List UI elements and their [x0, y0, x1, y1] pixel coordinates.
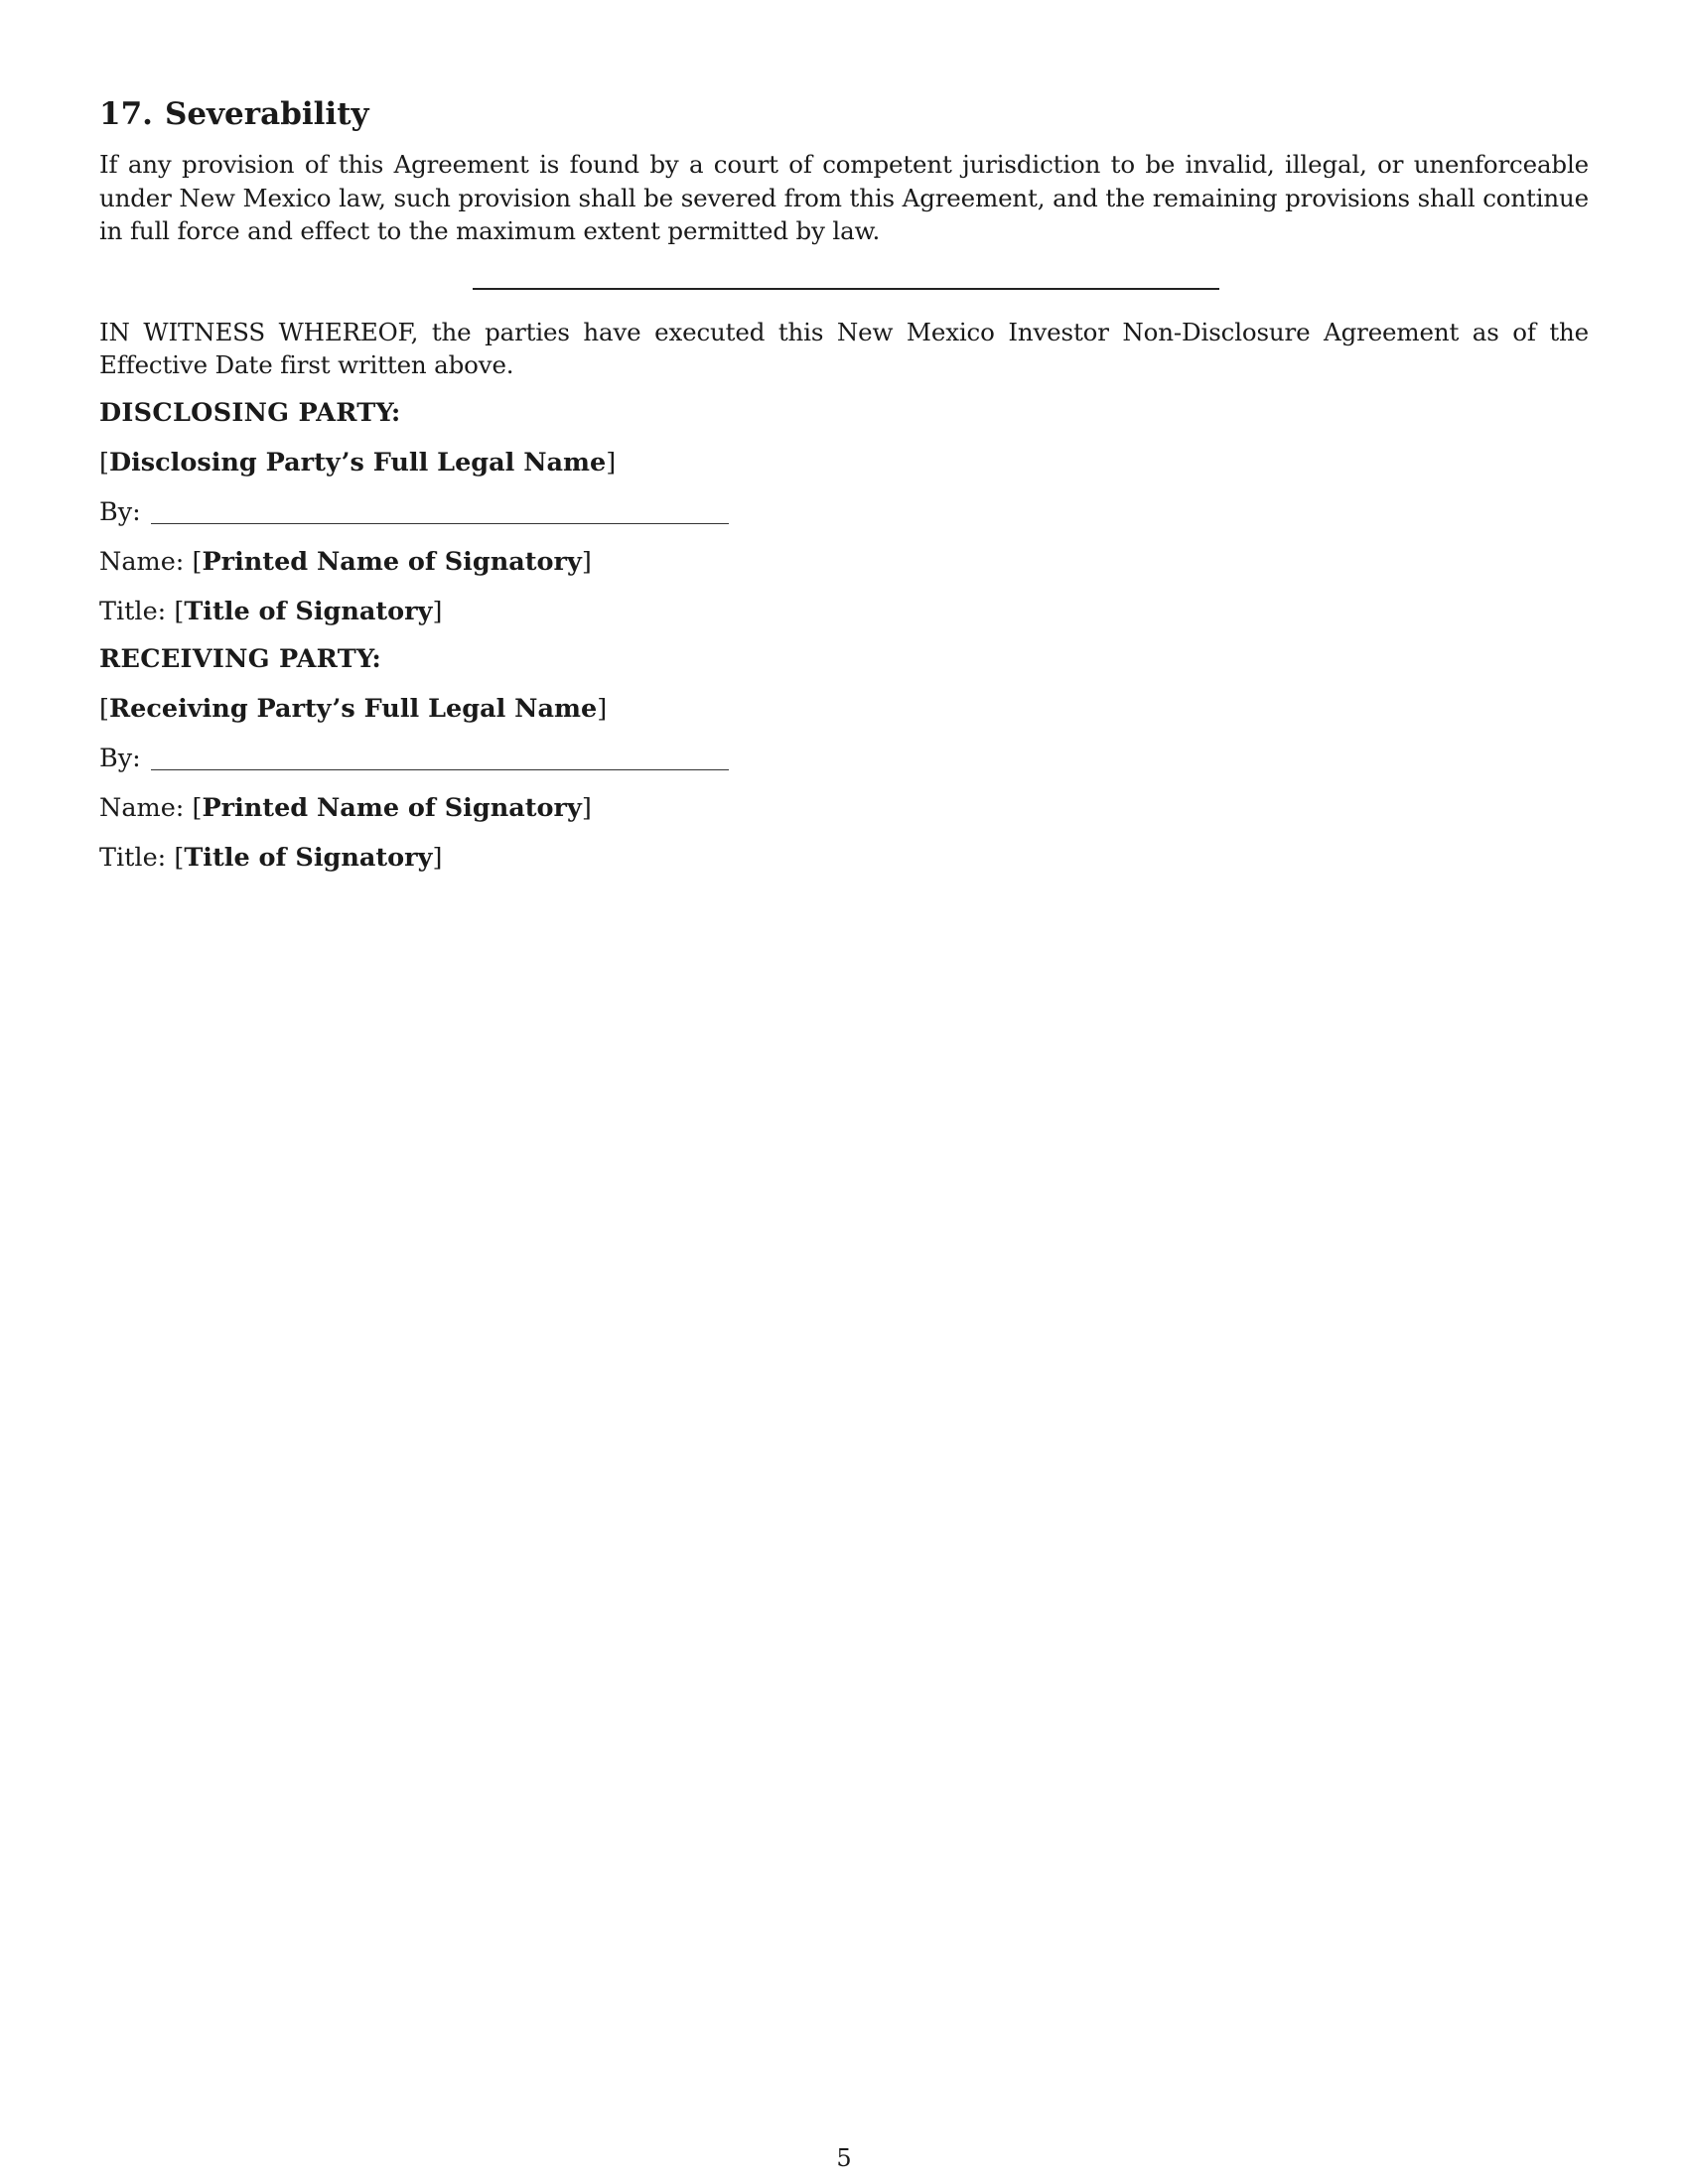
section-title: Severability [164, 96, 369, 132]
witness-paragraph: IN WITNESS WHEREOF, the parties have executed this New Mexico Investor Non-Disclosure Agreement as of the Effective Date first written above. [99, 317, 1589, 379]
receiving-party-name: Receiving Party’s Full Legal Name [108, 693, 598, 724]
disclosing-party-label: DISCLOSING PARTY: [99, 397, 401, 428]
document-page [99, 94, 1589, 875]
bracket-close: ] [606, 447, 617, 478]
title-label: Title: [99, 842, 167, 873]
page-number: 5 [836, 2144, 852, 2172]
by-label: By: [99, 743, 141, 773]
receiving-signature-field [151, 769, 729, 770]
severability-paragraph: If any provision of this Agreement is found by a court of competent jurisdiction to be invalid, illegal, or unenforceable under New Mexico law, such provision shall be severed from this Agreement, and the remaining provisions shall continue in full force and effect to the maximum extent permitted by law. [99, 150, 1589, 245]
receiving-signature-line [99, 742, 1589, 775]
section-heading [99, 94, 1589, 134]
section-number: 17. [99, 96, 153, 132]
horizontal-divider [473, 288, 1219, 290]
disclosing-printed-name-line: Name: [Printed Name of Signatory] [99, 546, 592, 577]
bracket-open: [ [99, 447, 109, 478]
title-label: Title: [99, 596, 167, 626]
receiving-party-name-line [99, 692, 1589, 726]
disclosing-party-name-line [99, 446, 1589, 479]
name-label: Name: [99, 792, 185, 823]
disclosing-printed-name: Printed Name of Signatory [202, 546, 582, 577]
receiving-title-line: Title: [Title of Signatory] [99, 842, 443, 873]
disclosing-signature-field [151, 523, 729, 524]
name-label: Name: [99, 546, 185, 577]
by-label: By: [99, 496, 141, 527]
bracket-close: ] [597, 693, 608, 724]
receiving-printed-name: Printed Name of Signatory [202, 792, 582, 823]
receiving-title: Title of Signatory [184, 842, 433, 873]
disclosing-signature-line [99, 495, 1589, 529]
receiving-party-label: RECEIVING PARTY: [99, 643, 382, 674]
disclosing-party-name: Disclosing Party’s Full Legal Name [108, 447, 607, 478]
receiving-printed-name-line: Name: [Printed Name of Signatory] [99, 792, 592, 823]
disclosing-title-line: Title: [Title of Signatory] [99, 596, 443, 626]
disclosing-title: Title of Signatory [184, 596, 433, 626]
bracket-open: [ [99, 693, 109, 724]
